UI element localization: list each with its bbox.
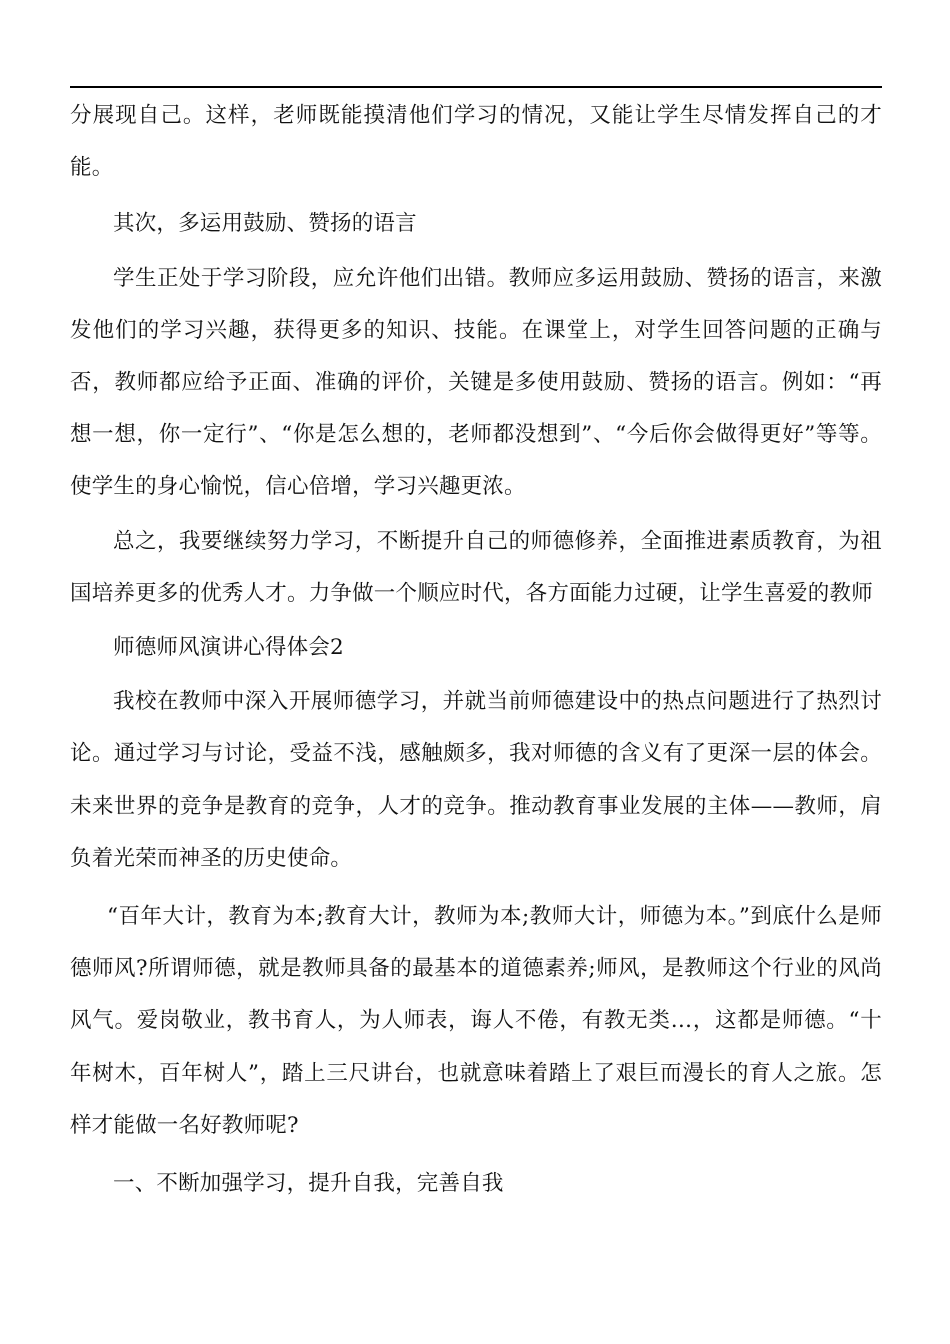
section-heading-encouragement: 其次，多运用鼓励、赞扬的语言 (113, 211, 417, 237)
paragraph-conclusion: 总之，我要继续努力学习，不断提升自己的师德修养，全面推进素质教育，为祖国培养更多的优秀人才。力争做一个顺应时代，各方面能力过硬，让学生喜爱的教师 (70, 528, 882, 606)
section-heading-learning: 一、不断加强学习，提升自我，完善自我 (113, 1171, 504, 1197)
paragraph-teacher-ethics: “百年大计，教育为本;教育大计，教师为本;教师大计，师德为本。”到底什么是师德师风?所谓师德，就是教师具备的最基本的道德素养;师风，是教师这个行业的风尚风气。爱岗敬业，教书育人，为人师表，诲人不倦，有教无类…，这都是师德。“十年树木，百年树人”，踏上三尺讲台，也就意味着踏上了艰巨而漫长的育人之旅。怎样才能做一名好教师呢? (70, 904, 882, 1138)
header-rule (70, 86, 882, 88)
document-body (70, 90, 882, 1210)
paragraph-encouragement: 学生正处于学习阶段，应允许他们出错。教师应多运用鼓励、赞扬的语言，来激发他们的学习兴趣，获得更多的知识、技能。在课堂上，对学生回答问题的正确与否，教师都应给予正面、准确的评价，关键是多使用鼓励、赞扬的语言。例如：“再想一想，你一定行”、“你是怎么想的，老师都没想到”、“今后你会做得更好”等等。使学生的身心愉悦，信心倍增，学习兴趣更浓。 (70, 265, 882, 500)
paragraph-continuation: 分展现自己。这样，老师既能摸清他们学习的情况，又能让学生尽情发挥自己的才能。 (70, 103, 882, 181)
paragraph-intro: 我校在教师中深入开展师德学习，并就当前师德建设中的热点问题进行了热烈讨论。通过学习与讨论，受益不浅，感触颇多，我对师德的含义有了更深一层的体会。未来世界的竞争是教育的竞争，人才的竞争。推动教育事业发展的主体——教师，肩负着光荣而神圣的历史使命。 (70, 689, 882, 871)
article-title-2: 师德师风演讲心得体会2 (113, 635, 344, 661)
